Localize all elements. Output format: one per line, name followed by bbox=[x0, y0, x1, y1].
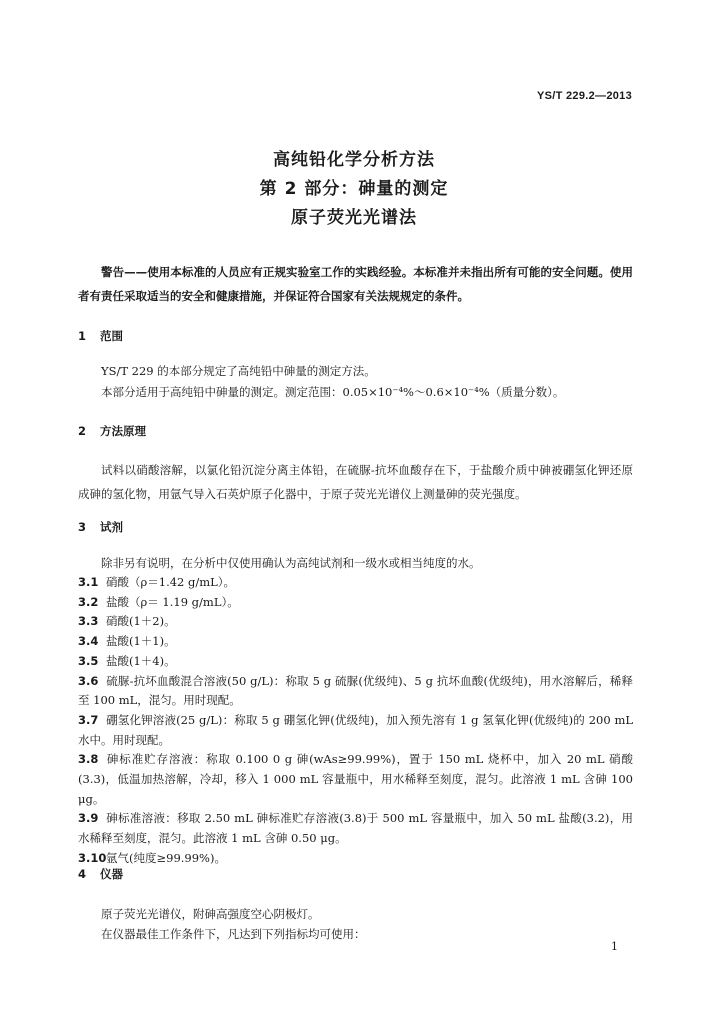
standard-number: YS/T 229.2—2013 bbox=[536, 90, 632, 102]
page-number: 1 bbox=[611, 940, 618, 953]
section-1-title: 范围 bbox=[100, 329, 123, 343]
section-4-title: 仪器 bbox=[100, 867, 123, 881]
reagent-item-3-10: 3.10氩气(纯度≥99.99%)。 bbox=[78, 850, 226, 865]
section-1-number: 1 bbox=[78, 329, 87, 343]
reagent-item-3-8: 3.8 砷标准贮存溶液：称取 0.100 0 g 砷(wAs≥99.99%)，置于 150 mL 烧杯中，加入 20 mL 硝酸(3.3)，低温加热溶解，冷却，移入 1 000 mL 容量瓶中，用水稀释至刻度，混匀。此溶液 1 mL 含砷 100 μg。 bbox=[78, 752, 633, 806]
reagent-item-3-5: 3.5 盐酸(1＋4)。 bbox=[78, 653, 176, 668]
section-1-paragraph-1: YS/T 229 的本部分规定了高纯铅中砷量的测定方法。 bbox=[101, 364, 376, 378]
reagent-item-3-7: 3.7 硼氢化钾溶液(25 g/L)：称取 5 g 硼氢化钾(优级纯)，加入预先溶有 1 g 氢氧化钾(优级纯)的 200 mL水中。用时现配。 bbox=[78, 712, 633, 747]
section-3-intro: 除非另有说明，在分析中仅使用确认为高纯试剂和一级水或相当纯度的水。 bbox=[101, 556, 481, 570]
section-4-heading bbox=[78, 866, 123, 882]
reagent-item-3-2: 3.2 盐酸（ρ＝ 1.19 g/mL）。 bbox=[78, 594, 239, 609]
reagent-item-3-9: 3.9 砷标准溶液：移取 2.50 mL 砷标准贮存溶液(3.8)于 500 mL 容量瓶中，加入 50 mL 盐酸(3.2)，用水稀释至刻度，混匀。此溶液 1 mL 含砷 0.50 μg。 bbox=[78, 811, 633, 846]
section-3-number: 3 bbox=[78, 520, 87, 534]
reagent-item-3-3: 3.3 硝酸(1＋2)。 bbox=[78, 614, 176, 629]
section-2-title: 方法原理 bbox=[100, 424, 146, 438]
section-2-heading bbox=[78, 423, 146, 439]
document-title bbox=[0, 146, 708, 233]
reagent-item-3-4: 3.4 盐酸(1＋1)。 bbox=[78, 634, 176, 649]
title-line-1: 高纯铅化学分析方法 bbox=[273, 150, 435, 170]
reagent-item-3-1: 3.1 硝酸（ρ＝1.42 g/mL）。 bbox=[78, 575, 236, 589]
section-4-number: 4 bbox=[78, 867, 87, 881]
reagent-item-3-6: 3.6 硫脲-抗坏血酸混合溶液(50 g/L)：称取 5 g 硫脲(优级纯)、5 g 抗坏血酸(优级纯)，用水溶解后，稀释至 100 mL，混匀。用时现配。 bbox=[78, 673, 633, 708]
section-2-number: 2 bbox=[78, 424, 87, 438]
warning-paragraph: 警告——使用本标准的人员应有正规实验室工作的实践经验。本标准并未指出所有可能的安全问题。使用者有责任采取适当的安全和健康措施，并保证符合国家有关法规规定的条件。 bbox=[78, 265, 633, 303]
section-3-heading bbox=[78, 519, 123, 535]
title-line-2: 第 2 部分：砷量的测定 bbox=[259, 179, 449, 199]
section-2-paragraph: 试料以硝酸溶解，以氯化铅沉淀分离主体铅，在硫脲-抗坏血酸存在下，于盐酸介质中砷被硼氢化钾还原成砷的氢化物，用氩气导入石英炉原子化器中，于原子荧光光谱仪上测量砷的荧光强度。 bbox=[78, 463, 633, 501]
section-1-paragraph-2: 本部分适用于高纯铅中砷量的测定。测定范围：0.05×10⁻⁴%～0.6×10⁻⁴%（质量分数）。 bbox=[101, 385, 565, 399]
section-4-paragraph-2: 在仪器最佳工作条件下，凡达到下列指标均可使用： bbox=[101, 927, 366, 941]
reagent-list bbox=[78, 573, 633, 869]
section-4-paragraph-1: 原子荧光光谱仪，附砷高强度空心阴极灯。 bbox=[101, 907, 320, 921]
section-3-title: 试剂 bbox=[100, 520, 123, 534]
title-line-3: 原子荧光光谱法 bbox=[291, 208, 417, 228]
section-1-heading bbox=[78, 328, 123, 344]
